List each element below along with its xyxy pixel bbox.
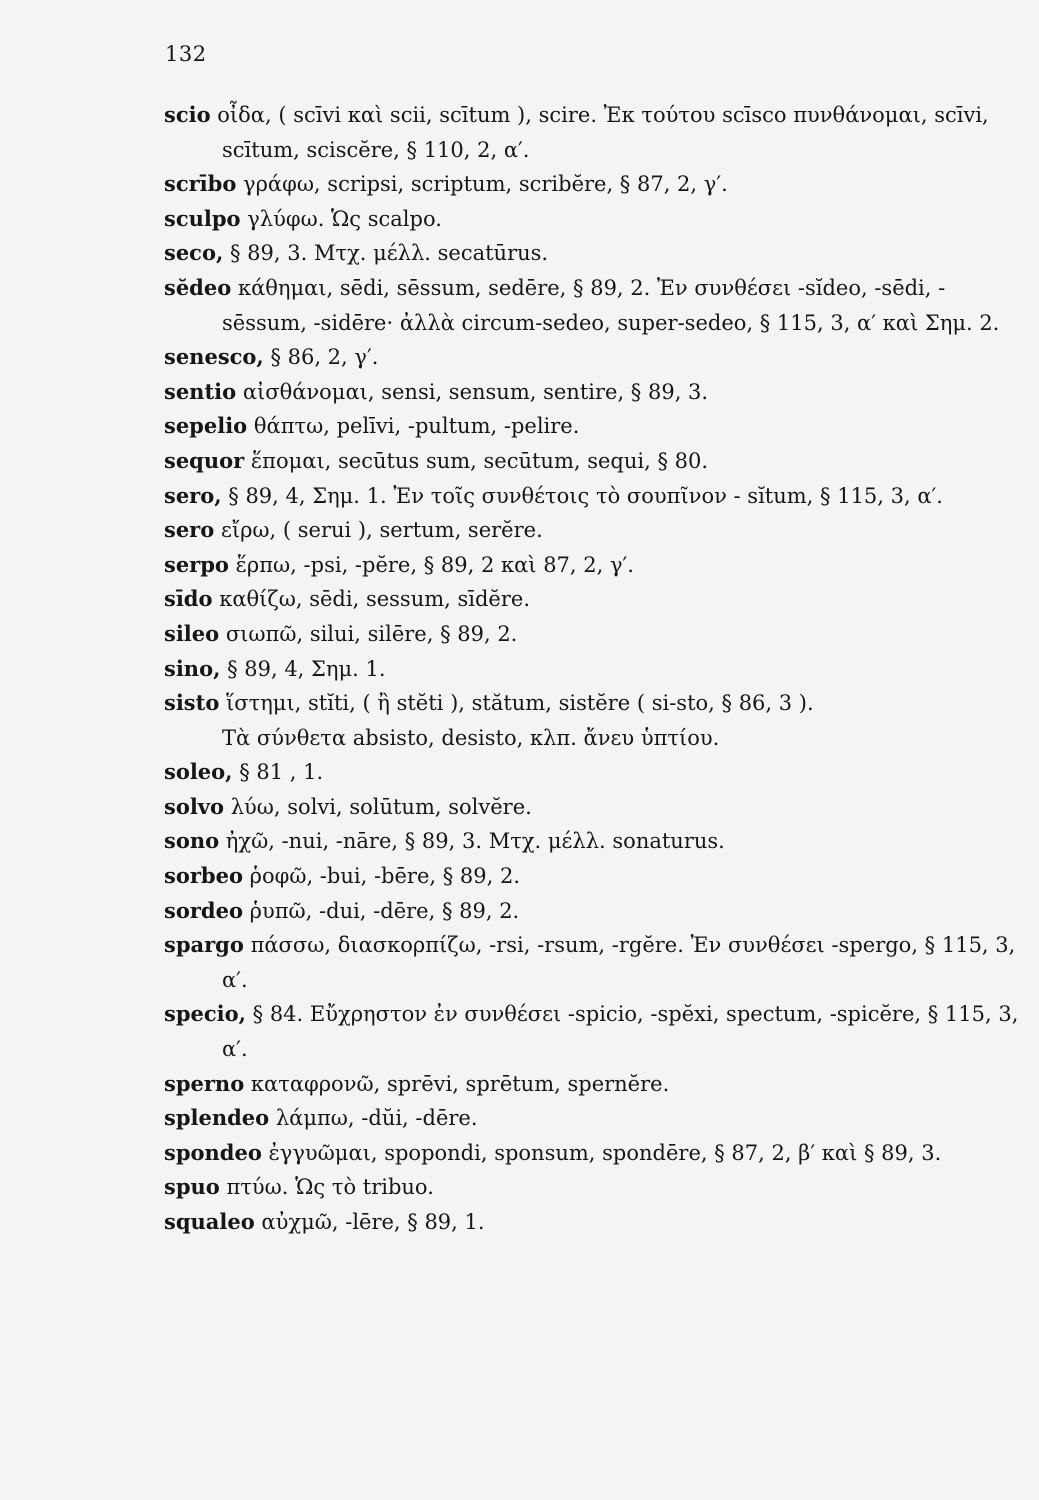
entry-definition: γράφω, scripsi, scriptum, scribĕre, § 87, 2, γ′. [243, 172, 728, 197]
entry-headword: sorbeo [164, 863, 243, 889]
entry-headword: scrībo [164, 171, 237, 197]
dictionary-entry [164, 686, 1024, 721]
entry-headword: sĕdeo [164, 274, 232, 300]
dictionary-entry [164, 202, 1024, 237]
entry-headword: sepelio [164, 413, 248, 439]
entry-definition: ῥοφῶ, -bui, -bēre, § 89, 2. [249, 864, 521, 889]
dictionary-entry [164, 1170, 1024, 1205]
entry-definition: § 84. Εὔχρηστον ἐν συνθέσει -spicio, -spĕxi, spectum, -spicĕre, § 115, 3, α′. [222, 1002, 1019, 1062]
entry-headword: sileo [164, 620, 220, 646]
entry-definition: πτύω. Ὡς τὸ tribuo. [226, 1175, 434, 1200]
entry-headword: spuo [164, 1174, 220, 1200]
dictionary-entry [164, 617, 1024, 652]
entry-definition: ἕπομαι, secūtus sum, secūtum, sequi, § 80. [250, 448, 709, 473]
dictionary-entry [164, 444, 1024, 479]
dictionary-entry [164, 894, 1024, 929]
dictionary-entry [164, 928, 1024, 997]
entry-headword: spargo [164, 932, 244, 958]
entry-headword: senesco, [164, 344, 264, 370]
entry-headword: sentio [164, 378, 237, 404]
entry-headword: sono [164, 828, 220, 854]
entry-definition: ἠχῶ, -nui, -nāre, § 89, 3. Μτχ. μέλλ. sonaturus. [225, 829, 725, 854]
entry-headword: serpo [164, 551, 229, 577]
entry-headword: sino, [164, 655, 221, 681]
entry-definition: § 89, 4, Σημ. 1. [227, 656, 386, 681]
dictionary-entry [164, 652, 1024, 687]
entry-headword: soleo, [164, 759, 233, 785]
entry-note: Τὰ σύνθετα absisto, desisto, κλπ. ἄνευ ὑπτίου. [222, 725, 720, 750]
dictionary-entry [164, 98, 1024, 167]
dictionary-entry [164, 1101, 1024, 1136]
entry-definition: § 89, 4, Σημ. 1. Ἐν τοῖς συνθέτοις τὸ σουπῖνον - sĭtum, § 115, 3, α′. [228, 483, 943, 508]
dictionary-entry [164, 755, 1024, 790]
entry-definition: ἐγγυῶμαι, spopondi, sponsum, spondēre, § 87, 2, β′ καὶ § 89, 3. [268, 1140, 942, 1165]
entry-headword: sisto [164, 690, 220, 716]
entry-definition: § 89, 3. Μτχ. μέλλ. secatūrus. [229, 241, 549, 266]
dictionary-entry [164, 513, 1024, 548]
entry-headword: splendeo [164, 1105, 270, 1131]
dictionary-entry [164, 409, 1024, 444]
dictionary-entry [164, 790, 1024, 825]
entry-definition: γλύφω. Ὡς scalpo. [247, 206, 442, 231]
entry-definition: καθίζω, sēdi, sessum, sīdĕre. [219, 587, 530, 612]
entry-definition: λύω, solvi, solūtum, solvĕre. [230, 794, 532, 819]
entry-definition: εἴρω, ( serui ), sertum, serĕre. [220, 518, 543, 543]
dictionary-entry [164, 859, 1024, 894]
page-number: 132 [165, 42, 207, 66]
entry-definition: § 81 , 1. [239, 760, 324, 785]
dictionary-entries [164, 98, 1024, 1240]
dictionary-entry [164, 375, 1024, 410]
entry-headword: sero, [164, 482, 222, 508]
dictionary-entry [164, 340, 1024, 375]
entry-definition: αὐχμῶ, -lēre, § 89, 1. [261, 1210, 485, 1234]
entry-headword: sīdo [164, 586, 213, 612]
entry-headword: spondeo [164, 1139, 262, 1165]
entry-definition: σιωπῶ, silui, silēre, § 89, 2. [225, 621, 518, 646]
entry-definition: ῥυπῶ, -dui, -dēre, § 89, 2. [249, 898, 520, 923]
entry-definition: οἶδα, ( scīvi καὶ scii, scītum ), scire. Ἐκ τούτου scīsco πυνθάνομαι, scīvi, scītum, sciscĕre, § 110, 2, α′. [217, 103, 989, 162]
entry-definition: λάμπω, -dŭi, -dēre. [275, 1106, 478, 1131]
entry-headword: squaleo [164, 1209, 255, 1234]
entry-headword: sordeo [164, 897, 243, 923]
entry-headword: sequor [164, 447, 245, 473]
entry-headword: sperno [164, 1070, 245, 1096]
dictionary-entry [164, 1205, 1024, 1240]
dictionary-entry [164, 1136, 1024, 1171]
entry-headword: sculpo [164, 205, 241, 231]
entry-definition: αἰσθάνομαι, sensi, sensum, sentire, § 89, 3. [242, 379, 709, 404]
dictionary-entry [164, 582, 1024, 617]
dictionary-entry [164, 997, 1024, 1066]
entry-headword: scio [164, 102, 211, 127]
dictionary-entry [164, 271, 1024, 340]
dictionary-entry [164, 167, 1024, 202]
entry-definition: πάσσω, διασκορπίζω, -rsi, -rsum, -rgĕre. Ἐν συνθέσει -spergo, § 115, 3, α′. [222, 933, 1016, 992]
entry-headword: specio, [164, 1001, 246, 1027]
dictionary-entry [164, 479, 1024, 514]
dictionary-entry [164, 236, 1024, 271]
entry-definition: θάπτω, pelīvi, -pultum, -pelire. [253, 414, 580, 439]
dictionary-entry [164, 548, 1024, 583]
dictionary-entry [164, 824, 1024, 859]
entry-definition: κάθημαι, sēdi, sēssum, sedēre, § 89, 2. Ἐν συνθέσει -sĭdeo, -sēdi, -sēssum, -sidēre· ἀλλὰ circum-sedeo, super-sedeo, § 115, 3, α′ καὶ Σημ. 2. [222, 275, 1000, 335]
entry-definition: § 86, 2, γ′. [270, 345, 379, 370]
entry-headword: seco, [164, 240, 224, 266]
entry-headword: sero [164, 517, 215, 543]
entry-definition: καταφρονῶ, sprēvi, sprētum, spernĕre. [250, 1071, 670, 1096]
entry-headword: solvo [164, 793, 225, 819]
entry-definition: ἵστημι, stĭti, ( ἢ stĕti ), stătum, sistĕre ( si-sto, § 86, 3 ). [226, 691, 814, 716]
entry-definition: ἕρπω, -psi, -pĕre, § 89, 2 καὶ 87, 2, γ′. [235, 552, 634, 577]
dictionary-entry [164, 1067, 1024, 1102]
